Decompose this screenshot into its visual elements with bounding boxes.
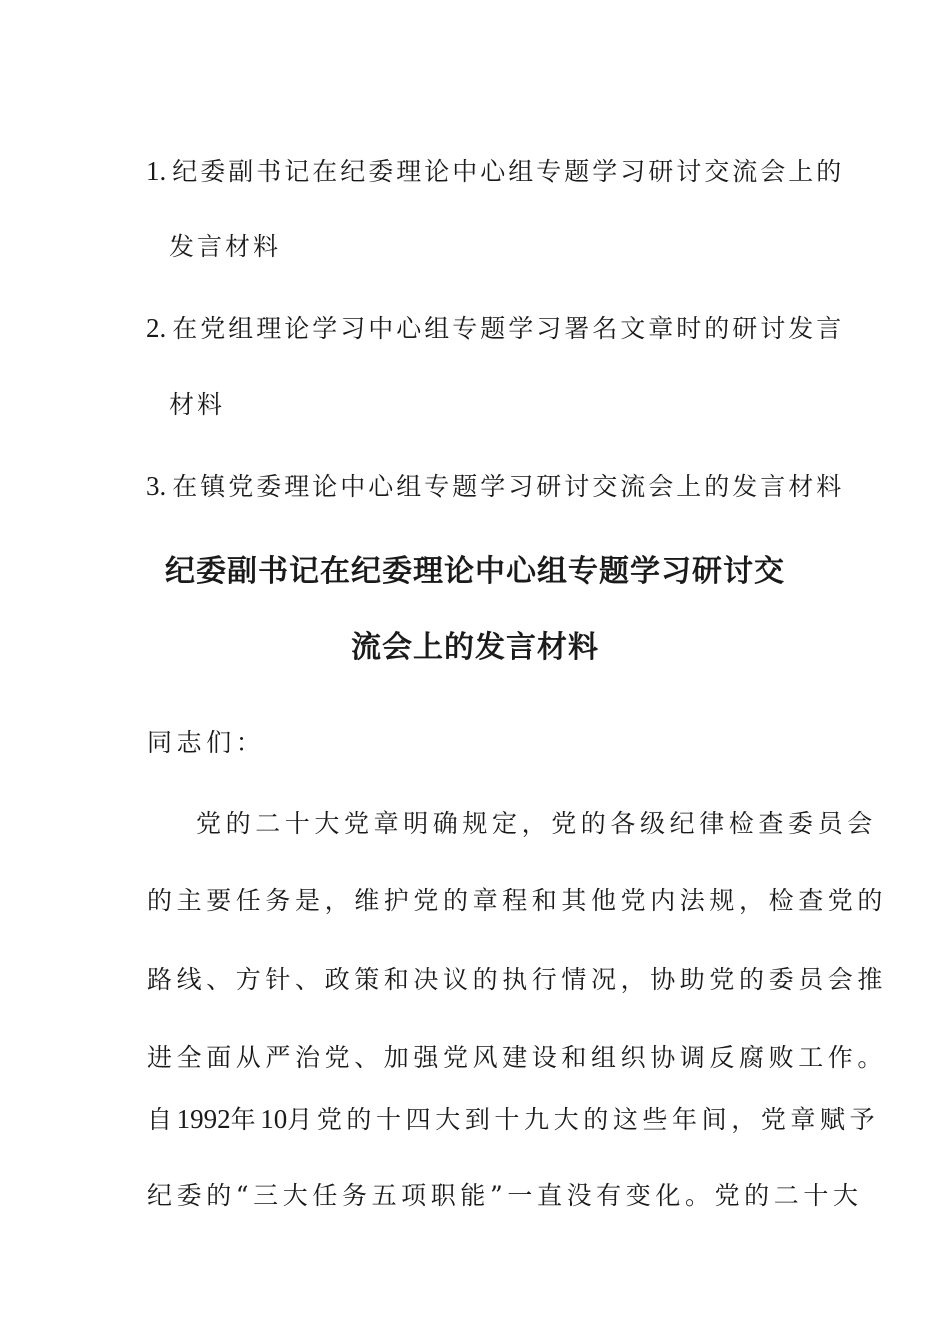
body-line-5 <box>147 1106 879 1133</box>
toc-item-text: 在党组理论学习中心组专题学习署名文章时的研讨发言 <box>172 314 845 343</box>
body-text: 自 <box>147 1105 177 1134</box>
toc-item-1-continuation: 发言材料 <box>169 232 282 261</box>
body-text: 年 <box>230 1105 261 1134</box>
document-title-line-2: 流会上的发言材料 <box>351 630 599 665</box>
body-line-1: 党的二十大党章明确规定，党的各级纪律检查委员会 <box>196 809 877 838</box>
toc-item-1 <box>146 158 844 185</box>
document-title-line-1: 纪委副书记在纪委理论中心组专题学习研讨交 <box>165 554 785 589</box>
body-text: 月党的十四大到十九大的这些年间，党章赋予 <box>287 1105 880 1134</box>
toc-item-3 <box>146 473 844 500</box>
toc-item-number: 3. <box>146 471 167 501</box>
body-line-6: 纪委的“三大任务五项职能”一直没有变化。党的二十大 <box>147 1181 863 1210</box>
year-number: 1992 <box>176 1104 231 1134</box>
salutation: 同志们： <box>147 728 266 757</box>
toc-item-text: 纪委副书记在纪委理论中心组专题学习研讨交流会上的 <box>172 157 845 186</box>
toc-item-2-continuation: 材料 <box>169 390 226 419</box>
toc-item-text: 在镇党委理论中心组专题学习研讨交流会上的发言材料 <box>172 472 845 501</box>
body-line-2: 的主要任务是，维护党的章程和其他党内法规，检查党的 <box>147 886 888 915</box>
toc-item-2 <box>146 315 844 342</box>
toc-item-number: 1. <box>146 156 167 186</box>
toc-item-number: 2. <box>146 313 167 343</box>
body-line-3: 路线、方针、政策和决议的执行情况，协助党的委员会推 <box>147 965 888 994</box>
body-line-4: 进全面从严治党、加强党风建设和组织协调反腐败工作。 <box>147 1043 888 1072</box>
month-number: 10 <box>260 1104 288 1134</box>
